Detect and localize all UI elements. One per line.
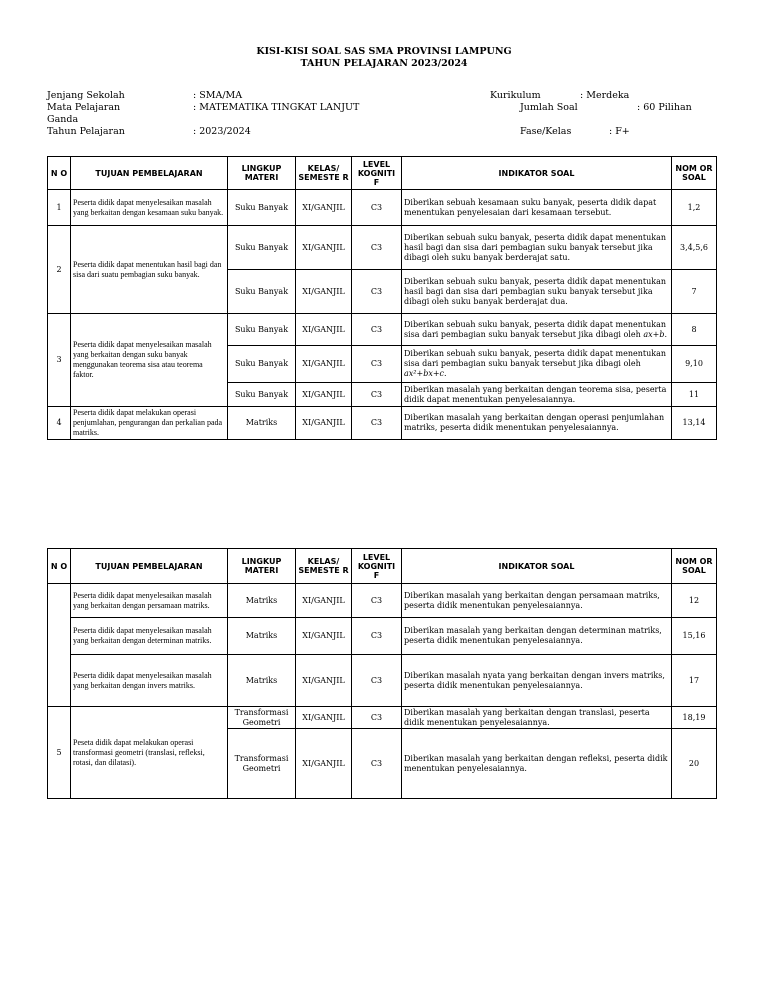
header-no: N O (48, 157, 71, 190)
row-nomor: 15,16 (672, 618, 717, 655)
header-indikator: INDIKATOR SOAL (402, 157, 672, 190)
tahun-label: Tahun Pelajaran (47, 126, 125, 137)
row-indikator: Diberikan masalah yang berkaitan dengan operasi penjumlahan matriks, peserta didik menentukan penyelesaiannya. (402, 407, 672, 440)
row-indikator: Diberikan masalah yang berkaitan dengan persamaan matriks, peserta didik menentukan penyelesaiannya. (402, 584, 672, 618)
header-tujuan: TUJUAN PEMBELAJARAN (71, 549, 228, 584)
row-tujuan: Peserta didik dapat menyelesaikan masalah yang berkaitan dengan kesamaan suku banyak. (71, 190, 228, 226)
fase-value: : F+ (609, 126, 630, 137)
row-indikator: Diberikan masalah nyata yang berkaitan dengan invers matriks, peserta didik menentukan penyelesaiannya. (402, 655, 672, 707)
row-indikator (402, 346, 672, 383)
table-row (48, 226, 717, 270)
row-kelas: XI/GANJIL (296, 407, 352, 440)
header-no: N O (48, 549, 71, 584)
row-tujuan: Peserta didik dapat menyelesaikan masalah yang berkaitan dengan invers matriks. (71, 655, 228, 707)
row-tujuan: Peserta didik dapat melakukan operasi penjumlahan, pengurangan dan perkalian pada matriks. (71, 407, 228, 440)
row-lingkup: Suku Banyak (228, 314, 296, 346)
row-nomor: 7 (672, 270, 717, 314)
table-row (48, 314, 717, 346)
header-tujuan: TUJUAN PEMBELAJARAN (71, 157, 228, 190)
jenjang-label: Jenjang Sekolah (47, 90, 125, 101)
indikator-text: Diberikan sebuah suku banyak, peserta didik dapat menentukan sisa dari pembagian suku banyak tersebut jika dibagi oleh (404, 349, 666, 368)
table-header-row (48, 549, 717, 584)
row-lingkup: Matriks (228, 618, 296, 655)
table-row (48, 407, 717, 440)
row-level: C3 (352, 655, 402, 707)
row-indikator: Diberikan masalah yang berkaitan dengan translasi, peserta didik menentukan penyelesaiannya. (402, 707, 672, 729)
row-nomor: 1,2 (672, 190, 717, 226)
row-indikator: Diberikan sebuah suku banyak, peserta didik dapat menentukan hasil bagi dan sisa dari pembagian suku banyak tersebut jika dibagi oleh suku banyak berderajat satu. (402, 226, 672, 270)
row-kelas: XI/GANJIL (296, 383, 352, 407)
row-level: C3 (352, 407, 402, 440)
row-indikator: Diberikan masalah yang berkaitan dengan teorema sisa, peserta didik dapat menentukan penyelesaiannya. (402, 383, 672, 407)
document-subtitle: TAHUN PELAJARAN 2023/2024 (300, 58, 468, 69)
row-no: 2 (48, 226, 71, 314)
indikator-end: . (664, 329, 667, 339)
header-kelas: KELAS/ SEMESTE R (296, 549, 352, 584)
row-nomor: 9,10 (672, 346, 717, 383)
tahun-value: : 2023/2024 (193, 126, 251, 137)
row-level: C3 (352, 270, 402, 314)
row-indikator: Diberikan sebuah suku banyak, peserta didik dapat menentukan hasil bagi dan sisa dari pembagian suku banyak tersebut jika dibagi oleh suku banyak berderajat dua. (402, 270, 672, 314)
row-nomor: 17 (672, 655, 717, 707)
indikator-end: . (444, 369, 447, 378)
row-kelas: XI/GANJIL (296, 618, 352, 655)
row-nomor: 20 (672, 729, 717, 799)
row-nomor: 11 (672, 383, 717, 407)
row-lingkup: Suku Banyak (228, 190, 296, 226)
header-kelas: KELAS/ SEMESTE R (296, 157, 352, 190)
indikator-text: Diberikan sebuah suku banyak, peserta didik dapat menentukan sisa dari pembagian suku banyak tersebut jika dibagi oleh (404, 319, 666, 339)
row-lingkup: Transformasi Geometri (228, 707, 296, 729)
row-level: C3 (352, 383, 402, 407)
row-indikator: Diberikan sebuah kesamaan suku banyak, peserta didik dapat menentukan penyelesaian dari kesamaan tersebut. (402, 190, 672, 226)
table-row (48, 618, 717, 655)
row-lingkup: Suku Banyak (228, 346, 296, 383)
ganda-text: Ganda (47, 114, 79, 125)
row-kelas: XI/GANJIL (296, 314, 352, 346)
row-kelas: XI/GANJIL (296, 226, 352, 270)
table-row (48, 190, 717, 226)
header-level: LEVEL KOGNITI F (352, 157, 402, 190)
row-indikator (402, 314, 672, 346)
row-level: C3 (352, 346, 402, 383)
row-no: 1 (48, 190, 71, 226)
kisi-kisi-table-1 (47, 156, 717, 440)
row-lingkup: Matriks (228, 655, 296, 707)
row-kelas: XI/GANJIL (296, 270, 352, 314)
jenjang-value: : SMA/MA (193, 90, 243, 101)
row-level: C3 (352, 584, 402, 618)
row-kelas: XI/GANJIL (296, 190, 352, 226)
header-nomor: NOM OR SOAL (672, 157, 717, 190)
row-no: 3 (48, 314, 71, 407)
row-tujuan: Peseta didik dapat melakukan operasi transformasi geometri (translasi, refleksi, rotasi, dan dilatasi). (71, 707, 228, 799)
row-level: C3 (352, 618, 402, 655)
row-no (48, 584, 71, 707)
row-level: C3 (352, 190, 402, 226)
row-kelas: XI/GANJIL (296, 655, 352, 707)
table-row (48, 655, 717, 707)
row-nomor: 3,4,5,6 (672, 226, 717, 270)
row-nomor: 8 (672, 314, 717, 346)
row-lingkup: Suku Banyak (228, 270, 296, 314)
kisi-kisi-table-2 (47, 548, 717, 799)
row-kelas: XI/GANJIL (296, 346, 352, 383)
row-kelas: XI/GANJIL (296, 729, 352, 799)
header-lingkup: LINGKUP MATERI (228, 549, 296, 584)
row-kelas: XI/GANJIL (296, 707, 352, 729)
row-lingkup: Suku Banyak (228, 383, 296, 407)
row-lingkup: Matriks (228, 407, 296, 440)
header-level: LEVEL KOGNITI F (352, 549, 402, 584)
row-lingkup: Transformasi Geometri (228, 729, 296, 799)
table-row (48, 584, 717, 618)
row-indikator: Diberikan masalah yang berkaitan dengan refleksi, peserta didik menentukan penyelesaiannya. (402, 729, 672, 799)
row-kelas: XI/GANJIL (296, 584, 352, 618)
header-nomor: NOM OR SOAL (672, 549, 717, 584)
mapel-value: : MATEMATIKA TINGKAT LANJUT (193, 102, 360, 113)
row-tujuan: Peserta didik dapat menyelesaikan masalah yang berkaitan dengan suku banyak menggunakan teorema sisa atau teorema faktor. (71, 314, 228, 407)
mapel-label: Mata Pelajaran (47, 102, 121, 113)
header-indikator: INDIKATOR SOAL (402, 549, 672, 584)
row-level: C3 (352, 707, 402, 729)
header-lingkup: LINGKUP MATERI (228, 157, 296, 190)
document-title: KISI-KISI SOAL SAS SMA PROVINSI LAMPUNG (256, 46, 512, 57)
kurikulum-value: : Merdeka (580, 90, 630, 101)
row-tujuan: Peserta didik dapat menyelesaikan masalah yang berkaitan dengan persamaan matriks. (71, 584, 228, 618)
row-level: C3 (352, 314, 402, 346)
row-level: C3 (352, 729, 402, 799)
row-lingkup: Suku Banyak (228, 226, 296, 270)
jumlah-label: Jumlah Soal (520, 102, 578, 113)
fase-label: Fase/Kelas (520, 126, 572, 137)
row-nomor: 13,14 (672, 407, 717, 440)
jumlah-value: : 60 Pilihan (637, 102, 692, 113)
row-no: 4 (48, 407, 71, 440)
row-no: 5 (48, 707, 71, 799)
row-tujuan: Peserta didik dapat menyelesaikan masalah yang berkaitan dengan determinan matriks. (71, 618, 228, 655)
indikator-math: ax+b (643, 329, 665, 339)
table-header-row (48, 157, 717, 190)
row-tujuan: Peserta didik dapat menentukan hasil bagi dan sisa dari suatu pembagian suku banyak. (71, 226, 228, 314)
indikator-math: ax²+bx+c (404, 369, 445, 378)
row-level: C3 (352, 226, 402, 270)
row-lingkup: Matriks (228, 584, 296, 618)
row-nomor: 12 (672, 584, 717, 618)
table-row (48, 707, 717, 729)
row-nomor: 18,19 (672, 707, 717, 729)
row-indikator: Diberikan masalah yang berkaitan dengan determinan matriks, peserta didik menentukan penyelesaiannya. (402, 618, 672, 655)
kurikulum-label: Kurikulum (490, 90, 541, 101)
